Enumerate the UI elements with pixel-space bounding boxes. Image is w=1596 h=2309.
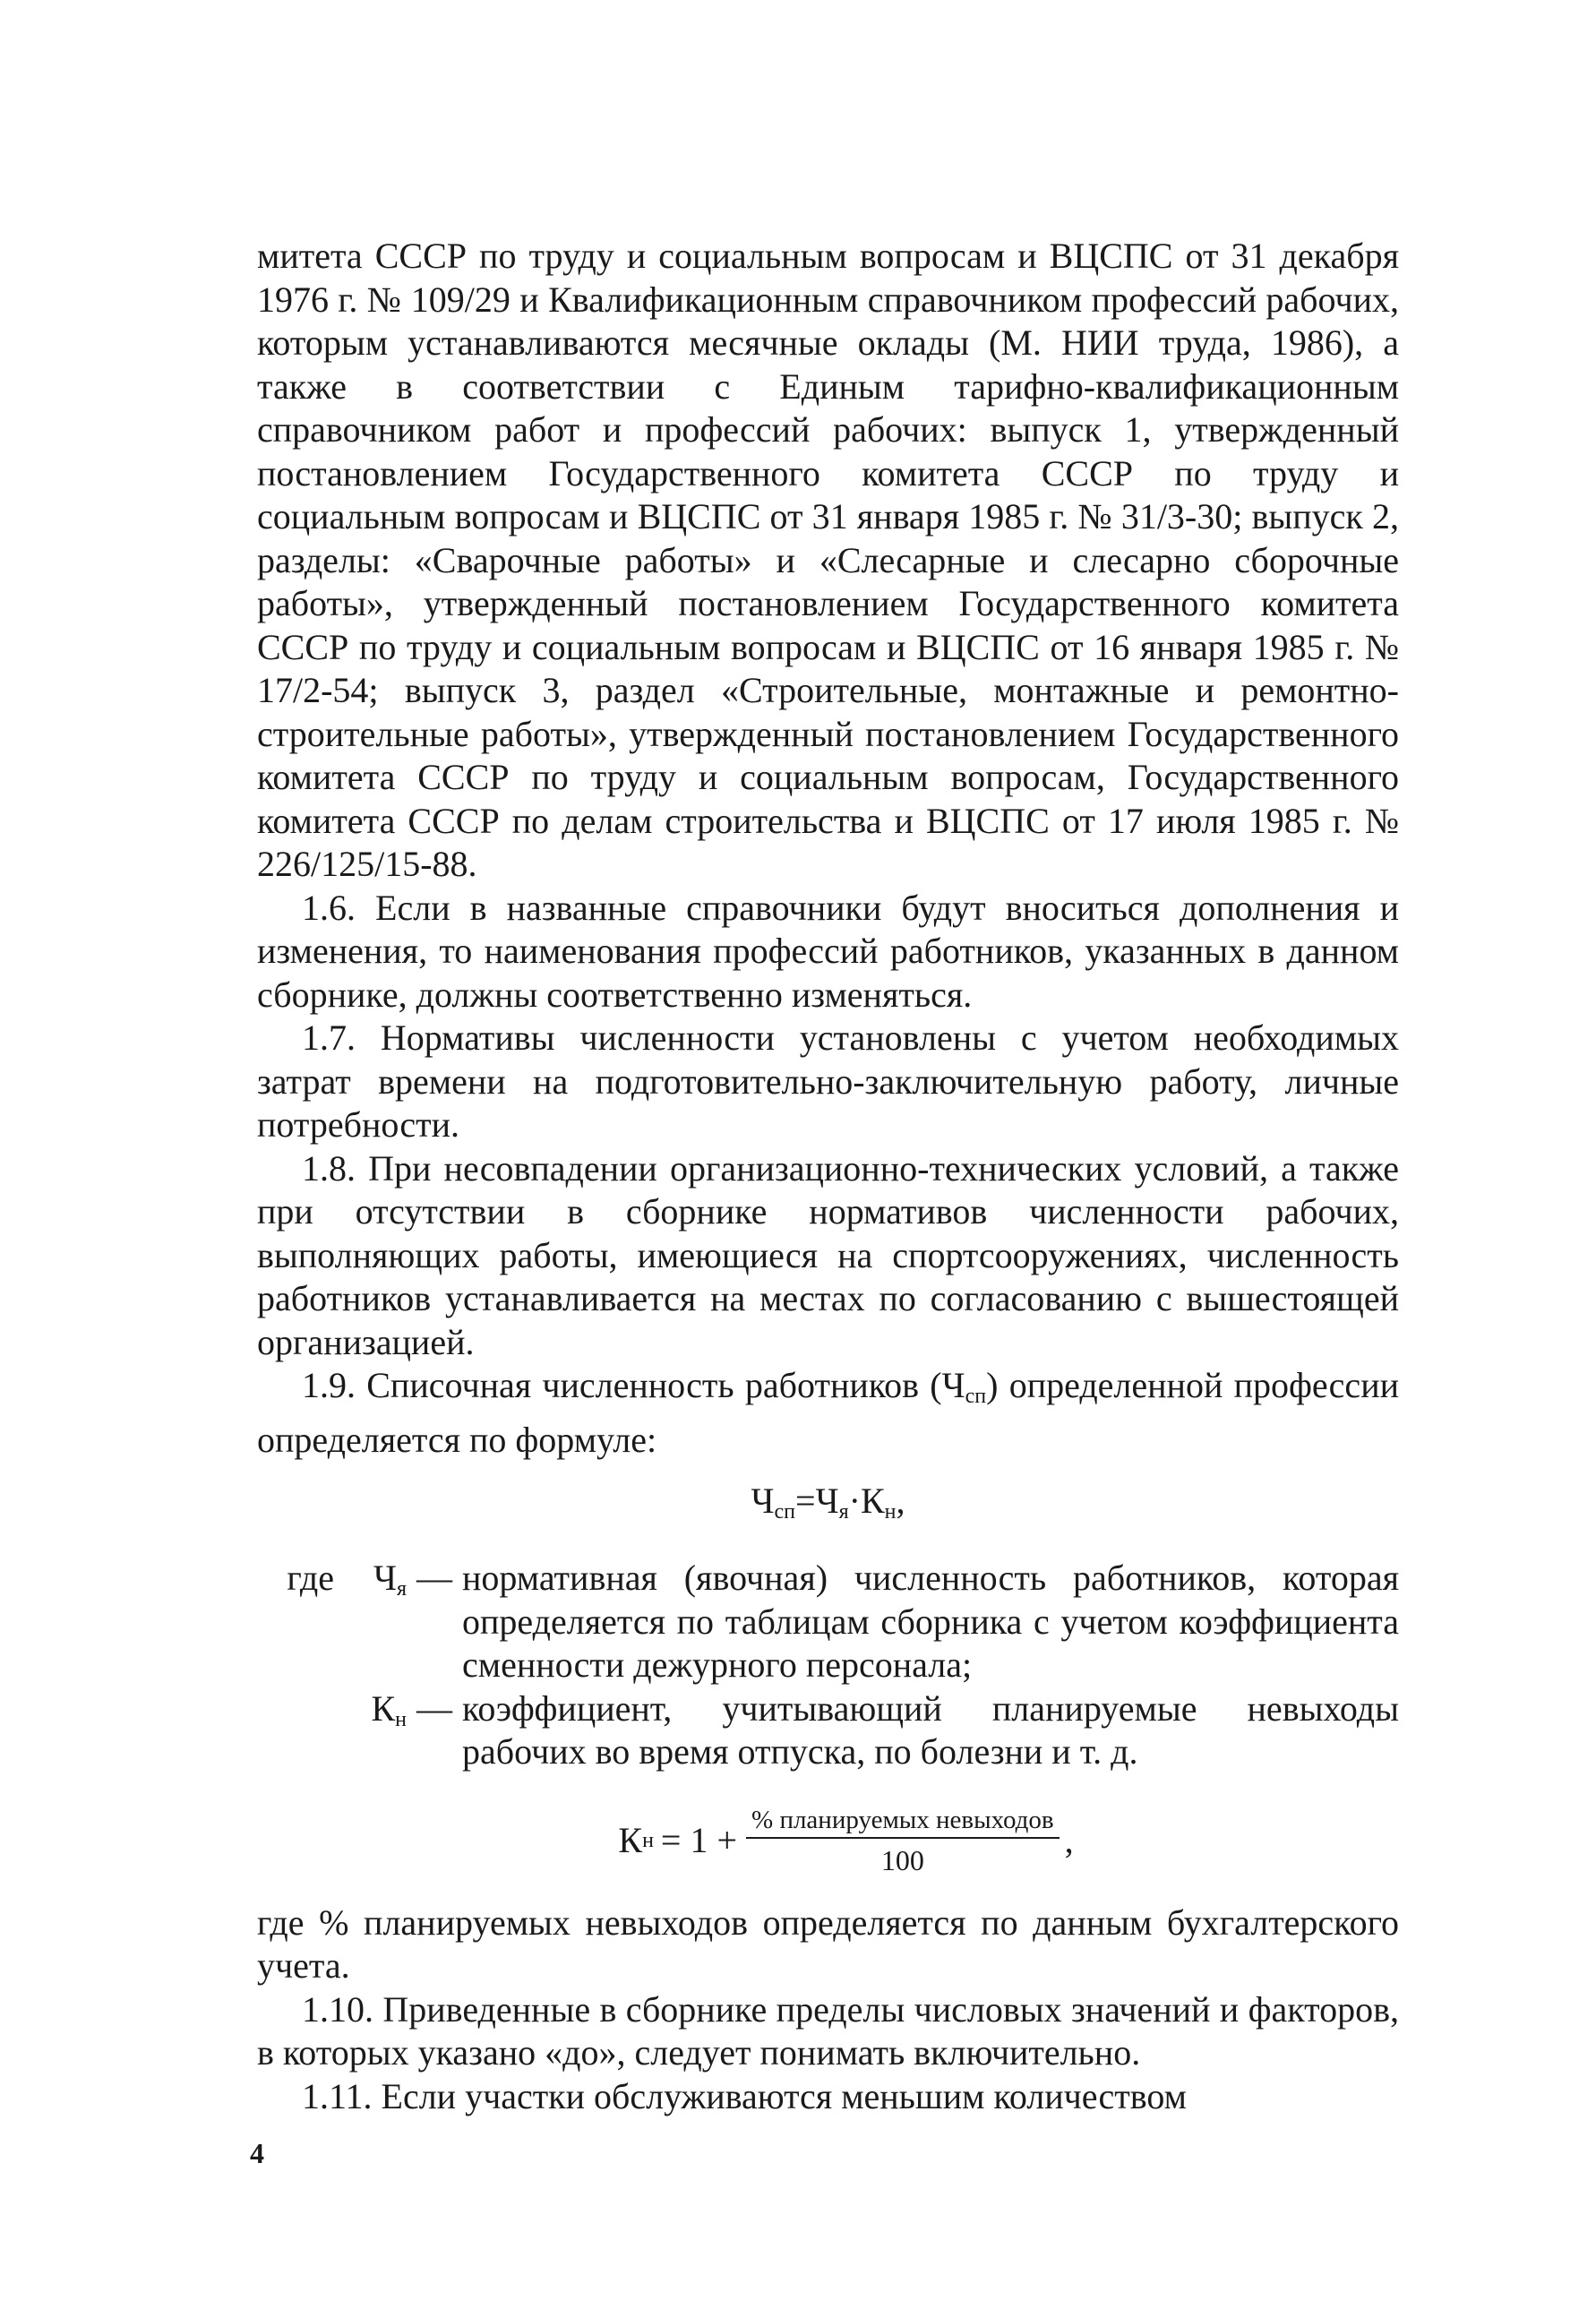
- formula-2-lhs: К: [618, 1820, 643, 1861]
- formula-1-lhs: Ч: [751, 1481, 775, 1521]
- definitions-list: [257, 1557, 1399, 1774]
- formula-2-one-plus: = 1 +: [660, 1820, 738, 1861]
- definition-term: [257, 1557, 407, 1611]
- paragraph-1-6: 1.6. Если в названные справочники будут вноситься дополнения и изменения, то наименования профессий работников, указанных в данном сборнике, должны соответственно изменяться.: [257, 887, 1399, 1015]
- formula-1-term1-sub: я: [838, 1500, 849, 1524]
- definition-row: [257, 1557, 1399, 1687]
- paragraph-1-9-end: ) определенной профессии определяется по формуле:: [257, 1365, 1400, 1460]
- paragraph-intro: митета СССР по труду и социальным вопросам и ВЦСПС от 31 декабря 1976 г. № 109/29 и Квалификационным справочником профессий рабочих, которым устанавливаются месячные оклады (М. НИИ труда, 1986), а также в соответствии с Единым тарифно-квалификационным справочником работ и профессий рабочих: выпуск 1, утвержденный постановлением Государственного комитета СССР по труду и социальным вопросам и ВЦСПС от 31 января 1985 г. № 31/3-30; выпуск 2, разделы: «Сварочные работы» и «Слесарные и слесарно сборочные работы», утвержденный постановлением Государственного комитета СССР по труду и социальным вопросам и ВЦСПС от 16 января 1985 г. № 17/2-54; выпуск 3, раздел «Строительные, монтажные и ремонтно-строительные работы», утвержденный постановлением Государственного комитета СССР по труду и социальным вопросам, Государственного комитета СССР по делам строительства и ВЦСПС от 17 июля 1985 г. № 226/125/15-88.: [257, 236, 1399, 884]
- formula-2-tail: ,: [1064, 1820, 1074, 1861]
- definition-1-text: нормативная (явочная) численность работников, которая определяется по таблицам сборника с учетом коэффициента сменности дежурного персонала;: [462, 1558, 1399, 1685]
- formula-2-lhs-sub: н: [642, 1829, 654, 1853]
- definition-dash: —: [416, 1687, 452, 1729]
- definition-2-sub: н: [395, 1707, 407, 1731]
- formula-1-term2: К: [860, 1481, 885, 1521]
- definition-1-sub: я: [396, 1577, 407, 1601]
- formula-1-dot: ·: [848, 1481, 861, 1521]
- formula-1-equals: =: [795, 1481, 816, 1521]
- fraction: [746, 1805, 1060, 1878]
- formula-staff-count: [257, 1476, 1399, 1537]
- formula-1-lhs-sub: сп: [774, 1500, 796, 1524]
- fraction-denominator: 100: [880, 1843, 924, 1876]
- definition-dash: —: [416, 1558, 452, 1598]
- page-number: 4: [250, 2137, 264, 2169]
- where-word: где: [287, 1558, 334, 1598]
- paragraph-1-9-start: 1.9. Списочная численность работников (Ч: [302, 1365, 965, 1405]
- definition-1-symbol: Ч: [373, 1558, 397, 1598]
- formula-coefficient: [257, 1805, 1399, 1878]
- definition-2-symbol: К: [371, 1687, 396, 1729]
- paragraph-1-11: 1.11. Если участки обслуживаются меньшим количеством: [302, 2075, 1187, 2116]
- paragraph-1-9-subscript: сп: [965, 1385, 987, 1408]
- definition-term: [257, 1687, 407, 1742]
- formula-1-term2-sub: н: [884, 1500, 897, 1524]
- paragraph-1-10: 1.10. Приведенные в сборнике пределы числовых значений и факторов, в которых указано «до», следует понимать включительно.: [257, 1988, 1399, 2073]
- body-text: [257, 235, 1399, 2118]
- formula-1-tail: ,: [896, 1481, 905, 1521]
- paragraph-percent-definition: где % планируемых невыходов определяется по данным бухгалтерского учета.: [257, 1901, 1399, 1986]
- definition-row: [257, 1687, 1399, 1774]
- formula-1-term1: Ч: [815, 1481, 839, 1521]
- paragraph-1-7: 1.7. Нормативы численности установлены с учетом необходимых затрат времени на подготовительно-заключительную работу, личные потребности.: [257, 1017, 1399, 1145]
- paragraph-1-8: 1.8. При несовпадении организационно-технических условий, а также при отсутствии в сборнике нормативов численности рабочих, выполняющих работы, имеющиеся на спортсооружениях, численность работников устанавливается на местах по согласованию с вышестоящей организацией.: [257, 1147, 1399, 1362]
- fraction-numerator: % планируемых невыходов: [746, 1805, 1060, 1839]
- paragraph-1-9: [257, 1364, 1399, 1462]
- definition-2-text: коэффициент, учитывающий планируемые невыходы рабочих во время отпуска, по болезни и т. д.: [462, 1687, 1399, 1772]
